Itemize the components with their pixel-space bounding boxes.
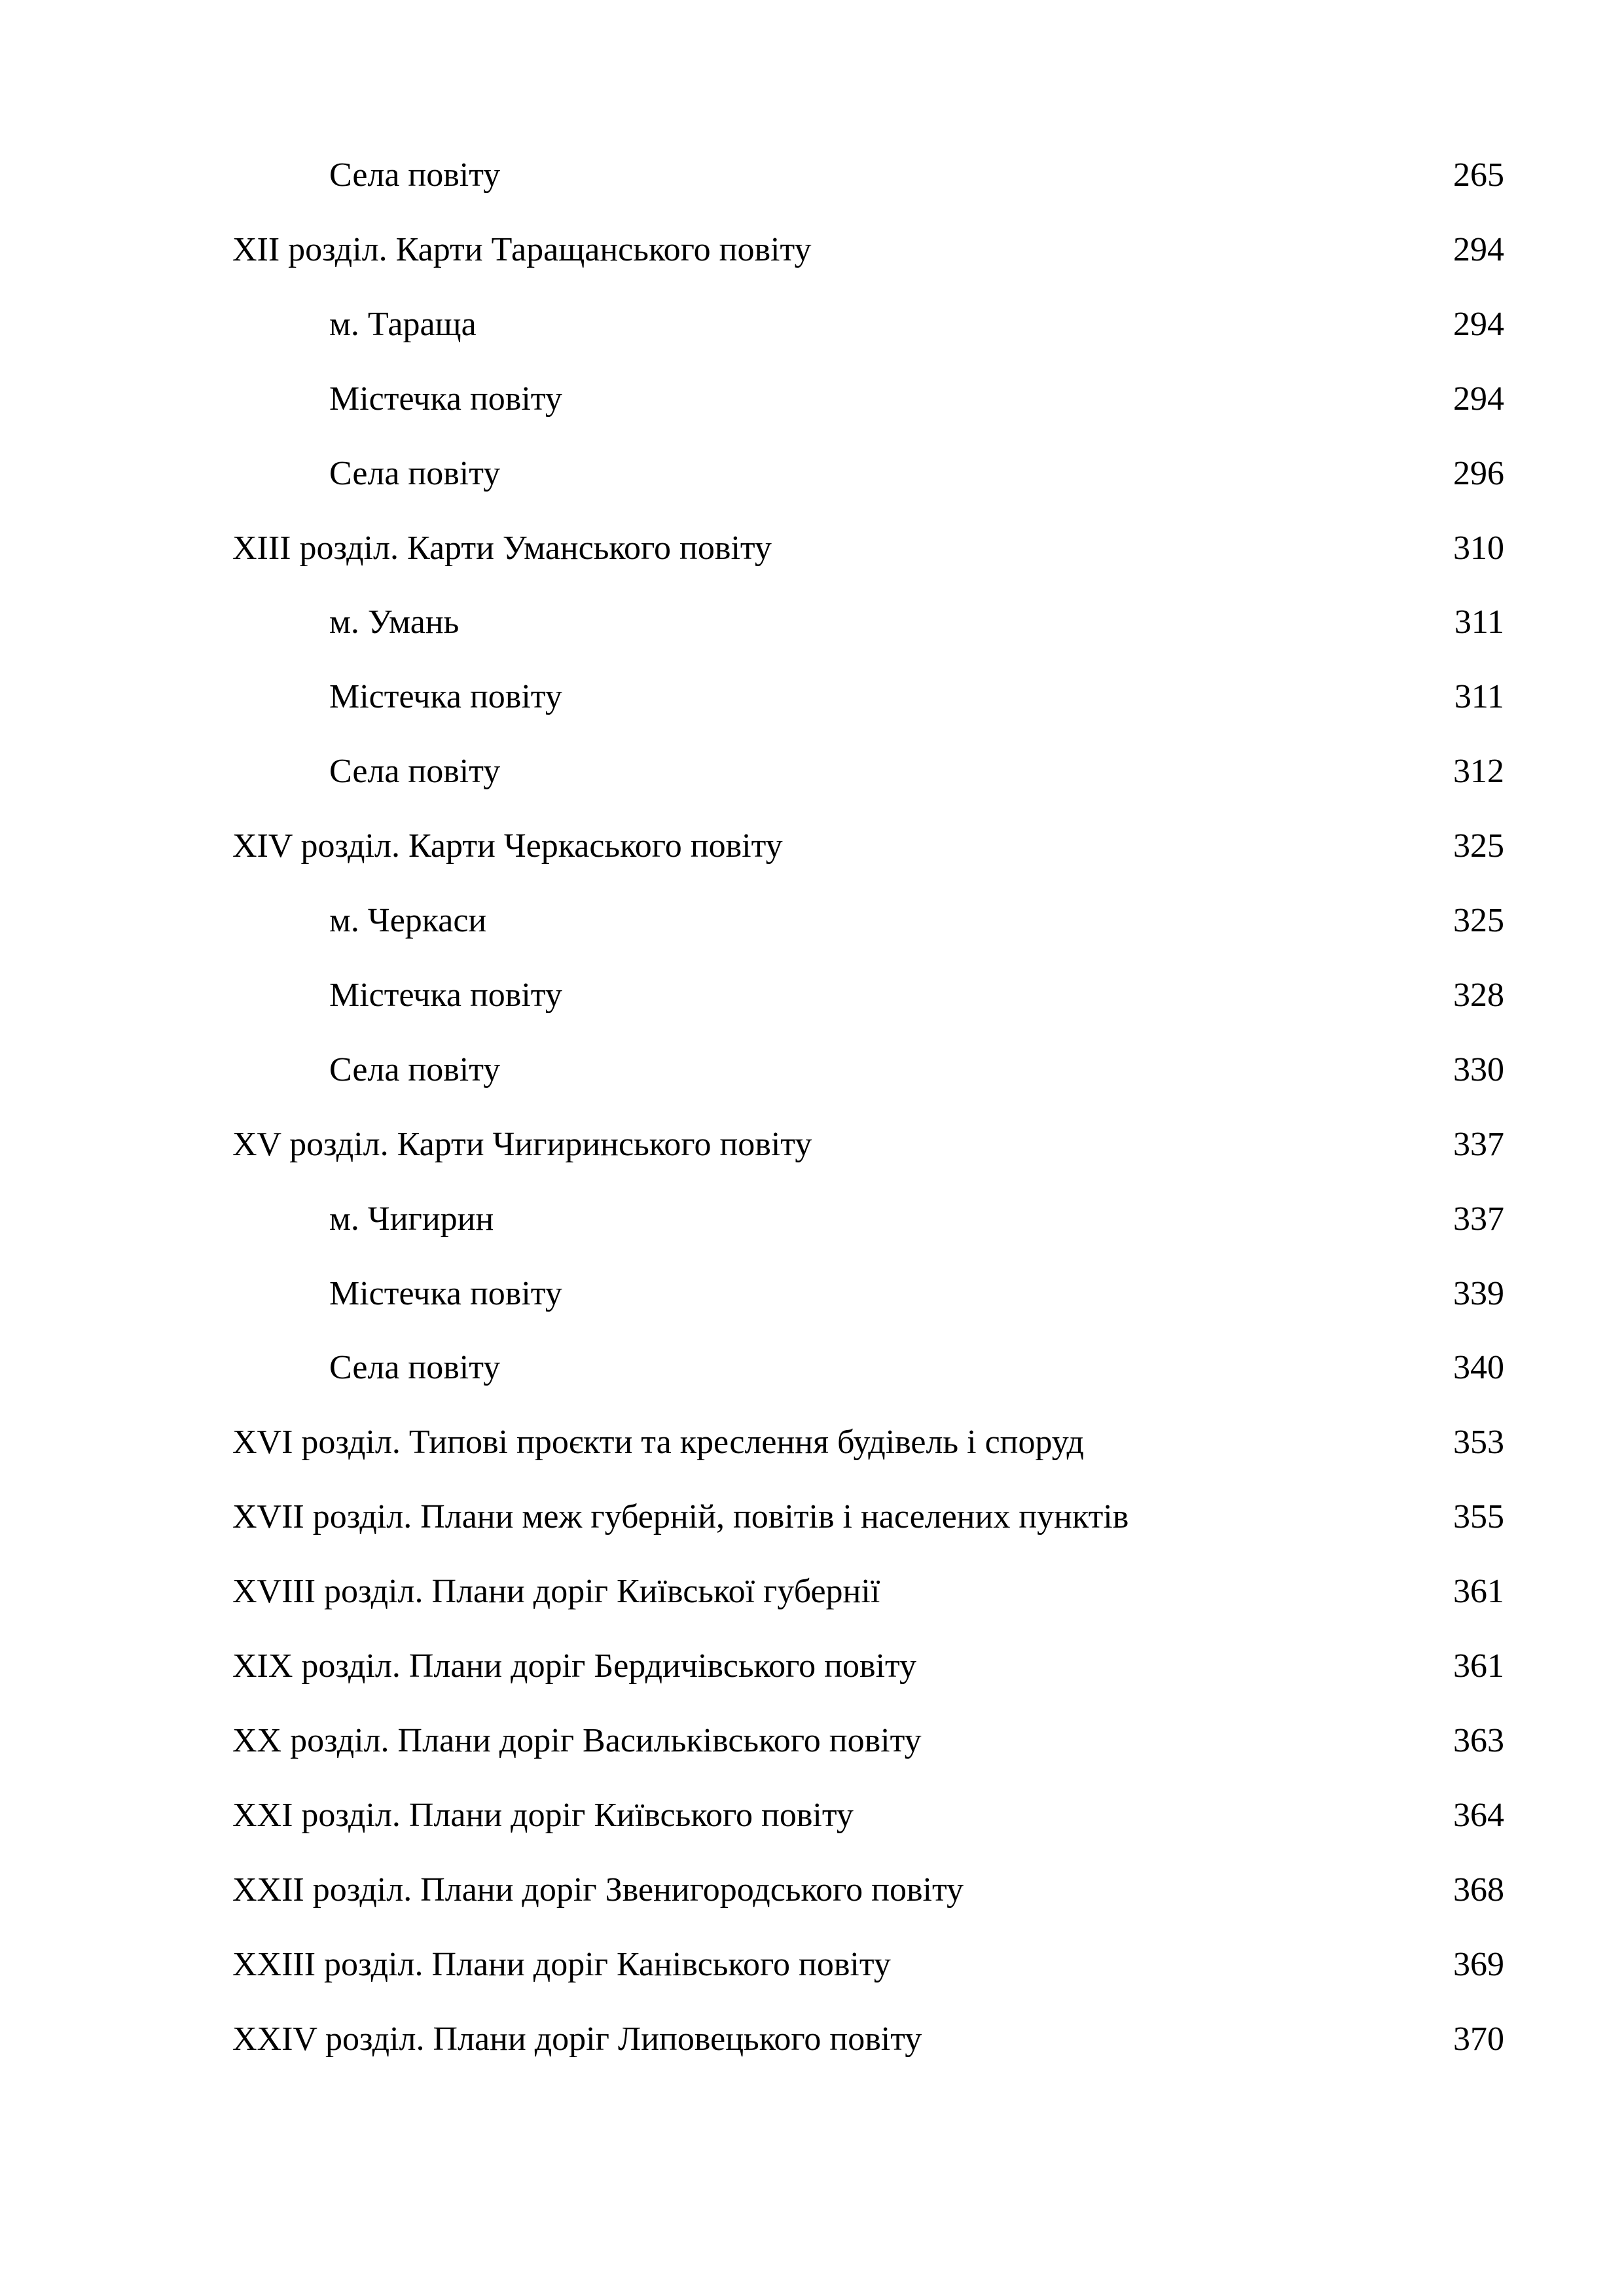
toc-subsection-entry <box>0 596 1624 649</box>
toc-entry-page-number: 364 <box>1453 1796 1504 1834</box>
toc-entry-title: XIII розділ. Карти Уманського повіту <box>232 529 772 567</box>
toc-section-entry <box>0 1119 1624 1171</box>
toc-entry-page-number: 363 <box>1453 1721 1504 1759</box>
toc-entry-page-number: 339 <box>1453 1274 1504 1312</box>
toc-entry-page-number: 312 <box>1453 753 1504 791</box>
toc-entry-page-number: 361 <box>1453 1647 1504 1685</box>
toc-entry-page-number: 368 <box>1453 1871 1504 1909</box>
toc-subsection-entry <box>0 671 1624 723</box>
toc-entry-title: Містечка повіту <box>329 1274 562 1312</box>
toc-entry-page-number: 296 <box>1453 454 1504 492</box>
toc-subsection-entry <box>0 448 1624 500</box>
toc-entry-page-number: 330 <box>1453 1050 1504 1088</box>
toc-entry-title: XV розділ. Карти Чигиринського повіту <box>232 1125 812 1163</box>
toc-entry-page-number: 310 <box>1453 529 1504 567</box>
toc-entry-page-number: 294 <box>1453 230 1504 268</box>
toc-section-entry <box>0 1789 1624 1842</box>
toc-entry-page-number: 353 <box>1453 1424 1504 1462</box>
toc-subsection-entry <box>0 1342 1624 1394</box>
toc-entry-title: XVII розділ. Плани меж губерній, повітів і населених пунктів <box>232 1498 1129 1536</box>
toc-entry-page-number: 325 <box>1453 902 1504 939</box>
toc-section-entry <box>0 1939 1624 1991</box>
toc-entry-title: Містечка повіту <box>329 678 562 716</box>
toc-entry-page-number: 369 <box>1453 1945 1504 1983</box>
toc-section-entry <box>0 820 1624 872</box>
toc-entry-page-number: 337 <box>1453 1200 1504 1238</box>
toc-entry-title: Села повіту <box>329 454 501 492</box>
toc-entry-title: XVI розділ. Типові проєкти та креслення будівель і споруд <box>232 1424 1084 1462</box>
toc-entry-title: м. Тараща <box>329 305 477 343</box>
toc-subsection-entry <box>0 1193 1624 1246</box>
toc-subsection-entry <box>0 373 1624 425</box>
toc-entry-page-number: 355 <box>1453 1498 1504 1536</box>
toc-subsection-entry <box>0 1044 1624 1096</box>
toc-section-entry <box>0 2013 1624 2066</box>
toc-entry-title: XIX розділ. Плани доріг Бердичівського повіту <box>232 1647 917 1685</box>
toc-section-entry <box>0 1640 1624 1693</box>
toc-subsection-entry <box>0 298 1624 351</box>
toc-entry-page-number: 311 <box>1454 603 1504 641</box>
toc-entry-title: XXII розділ. Плани доріг Звенигородського повіту <box>232 1871 964 1909</box>
toc-entry-title: XII розділ. Карти Таращанського повіту <box>232 230 812 268</box>
toc-section-entry <box>0 1416 1624 1469</box>
toc-entry-title: XVIII розділ. Плани доріг Київської губернії <box>232 1573 880 1611</box>
toc-entry-page-number: 337 <box>1453 1125 1504 1163</box>
toc-entry-title: XIV розділ. Карти Черкаського повіту <box>232 827 783 865</box>
toc-subsection-entry <box>0 1268 1624 1320</box>
toc-entry-title: Села повіту <box>329 1349 501 1387</box>
toc-entry-title: XXI розділ. Плани доріг Київського повіту <box>232 1796 854 1834</box>
toc-entry-title: Містечка повіту <box>329 380 562 418</box>
toc-subsection-entry <box>0 969 1624 1022</box>
toc-entry-page-number: 361 <box>1453 1573 1504 1611</box>
toc-entry-title: Села повіту <box>329 156 501 194</box>
toc-entry-page-number: 294 <box>1453 305 1504 343</box>
toc-entry-title: Села повіту <box>329 753 501 791</box>
toc-entry-page-number: 325 <box>1453 827 1504 865</box>
toc-entry-page-number: 311 <box>1454 678 1504 716</box>
toc-entry-page-number: 328 <box>1453 976 1504 1014</box>
toc-entry-title: XXIV розділ. Плани доріг Липовецького повіту <box>232 2020 922 2058</box>
toc-subsection-entry <box>0 895 1624 947</box>
toc-section-entry <box>0 522 1624 575</box>
toc-entry-page-number: 265 <box>1453 156 1504 194</box>
toc-subsection-entry <box>0 149 1624 202</box>
toc-entry-title: XXIII розділ. Плани доріг Канівського повіту <box>232 1945 891 1983</box>
toc-entry-page-number: 340 <box>1453 1349 1504 1387</box>
toc-entry-page-number: 294 <box>1453 380 1504 418</box>
toc-entry-title: XX розділ. Плани доріг Васильківського повіту <box>232 1721 922 1759</box>
toc-section-entry <box>0 224 1624 276</box>
toc-section-entry <box>0 1566 1624 1618</box>
toc-entry-page-number: 370 <box>1453 2020 1504 2058</box>
toc-entry-title: м. Чигирин <box>329 1200 494 1238</box>
toc-entry-title: Містечка повіту <box>329 976 562 1014</box>
toc-entry-title: м. Умань <box>329 603 460 641</box>
toc-section-entry <box>0 1864 1624 1916</box>
toc-subsection-entry <box>0 745 1624 798</box>
toc-section-entry <box>0 1491 1624 1543</box>
toc-section-entry <box>0 1715 1624 1767</box>
toc-entry-title: Села повіту <box>329 1050 501 1088</box>
toc-entry-title: м. Черкаси <box>329 902 487 939</box>
